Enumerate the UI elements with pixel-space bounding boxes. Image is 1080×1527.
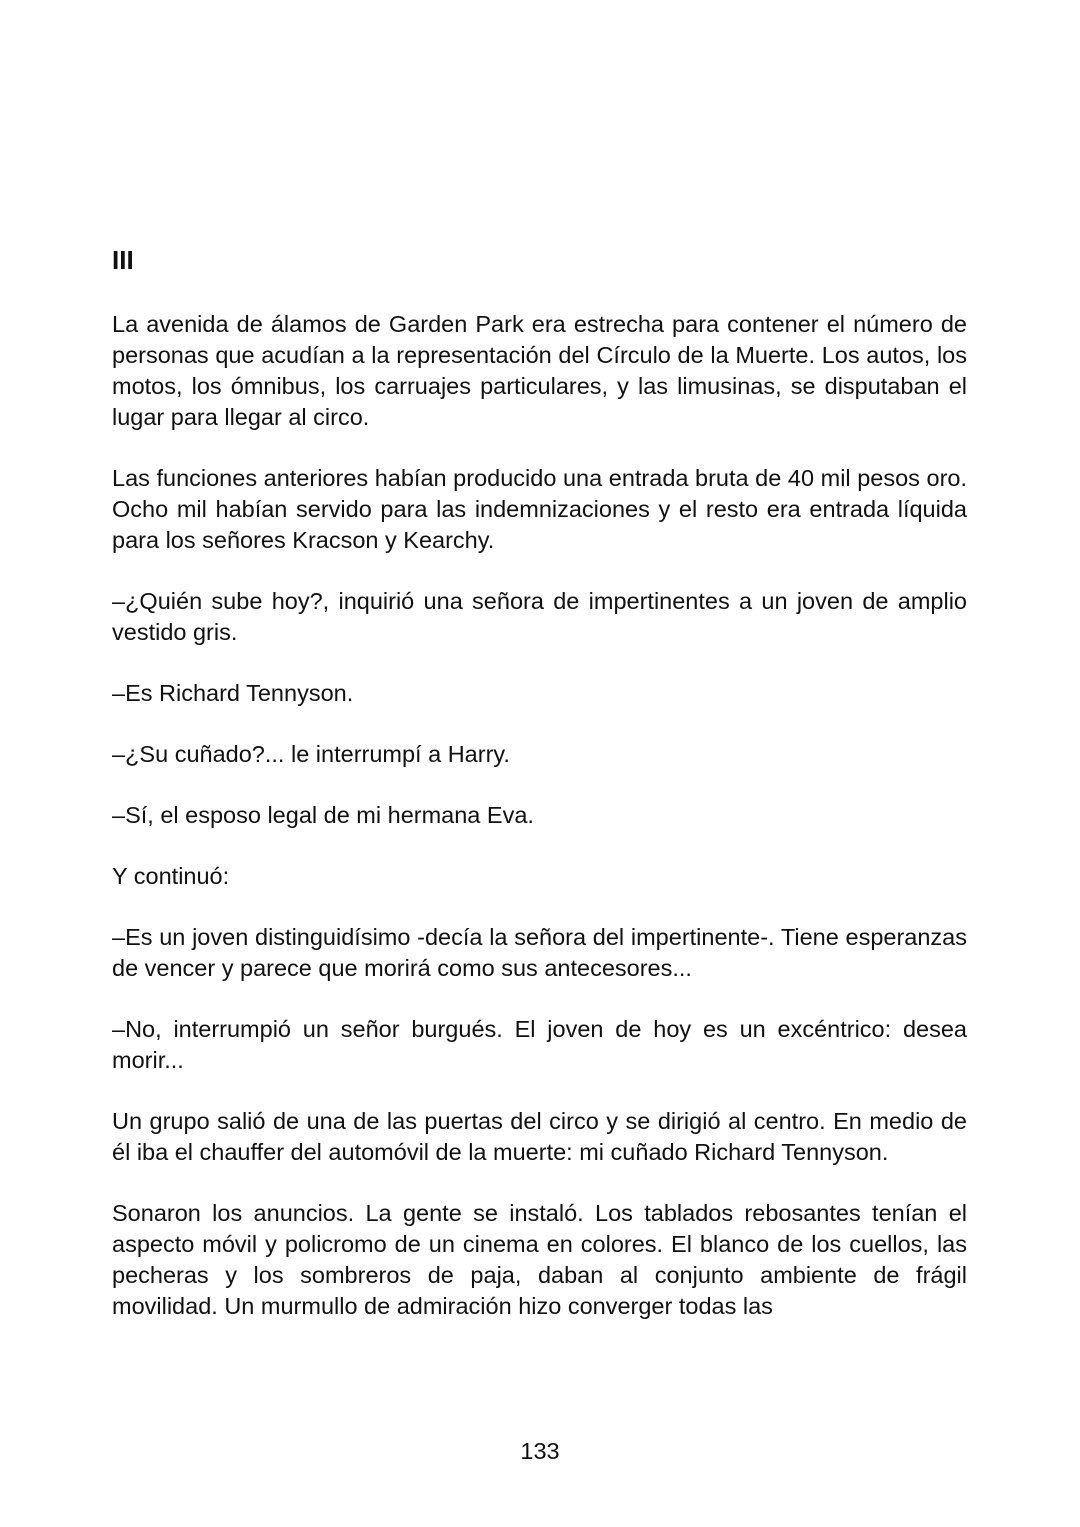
paragraph: Un grupo salió de una de las puertas del circo y se dirigió al centro. En medio de él iba el chauffer del automóvil de la muerte: mi cuñado Richard Tennyson. [112, 1108, 967, 1165]
chapter-heading: III [112, 245, 134, 275]
dialogue-line: –¿Su cuñado?... le interrumpí a Harry. [112, 741, 510, 767]
paragraph: Las funciones anteriores habían producido una entrada bruta de 40 mil pesos oro. Ocho mil habían servido para las indemnizaciones y el resto era entrada líquida para los señores Kracson y Kearchy. [112, 465, 967, 553]
dialogue-line: –Es Richard Tennyson. [112, 680, 354, 706]
paragraph: Sonaron los anuncios. La gente se instaló. Los tablados rebosantes tenían el aspecto móvil y policromo de un cinema en colores. El blanco de los cuellos, las pecheras y los sombreros de paja, daban al conjunto ambiente de frágil movilidad. Un murmullo de admiración hizo converger todas las [112, 1200, 967, 1319]
dialogue-line: –Sí, el esposo legal de mi hermana Eva. [112, 802, 534, 828]
paragraph: Y continuó: [112, 863, 230, 889]
dialogue-line: –Es un joven distinguidísimo -decía la señora del impertinente-. Tiene esperanzas de vencer y parece que morirá como sus antecesores... [112, 924, 967, 981]
page-number: 133 [520, 1438, 560, 1464]
dialogue-line: –¿Quién sube hoy?, inquirió una señora de impertinentes a un joven de amplio vestido gris. [112, 588, 967, 645]
paragraph: La avenida de álamos de Garden Park era estrecha para contener el número de personas que acudían a la representación del Círculo de la Muerte. Los autos, los motos, los ómnibus, los carruajes particulares, y las limusinas, se disputaban el lugar para llegar al circo. [112, 311, 967, 430]
dialogue-line: –No, interrumpió un señor burgués. El joven de hoy es un excéntrico: desea morir... [112, 1016, 967, 1073]
body-text [112, 309, 967, 1352]
